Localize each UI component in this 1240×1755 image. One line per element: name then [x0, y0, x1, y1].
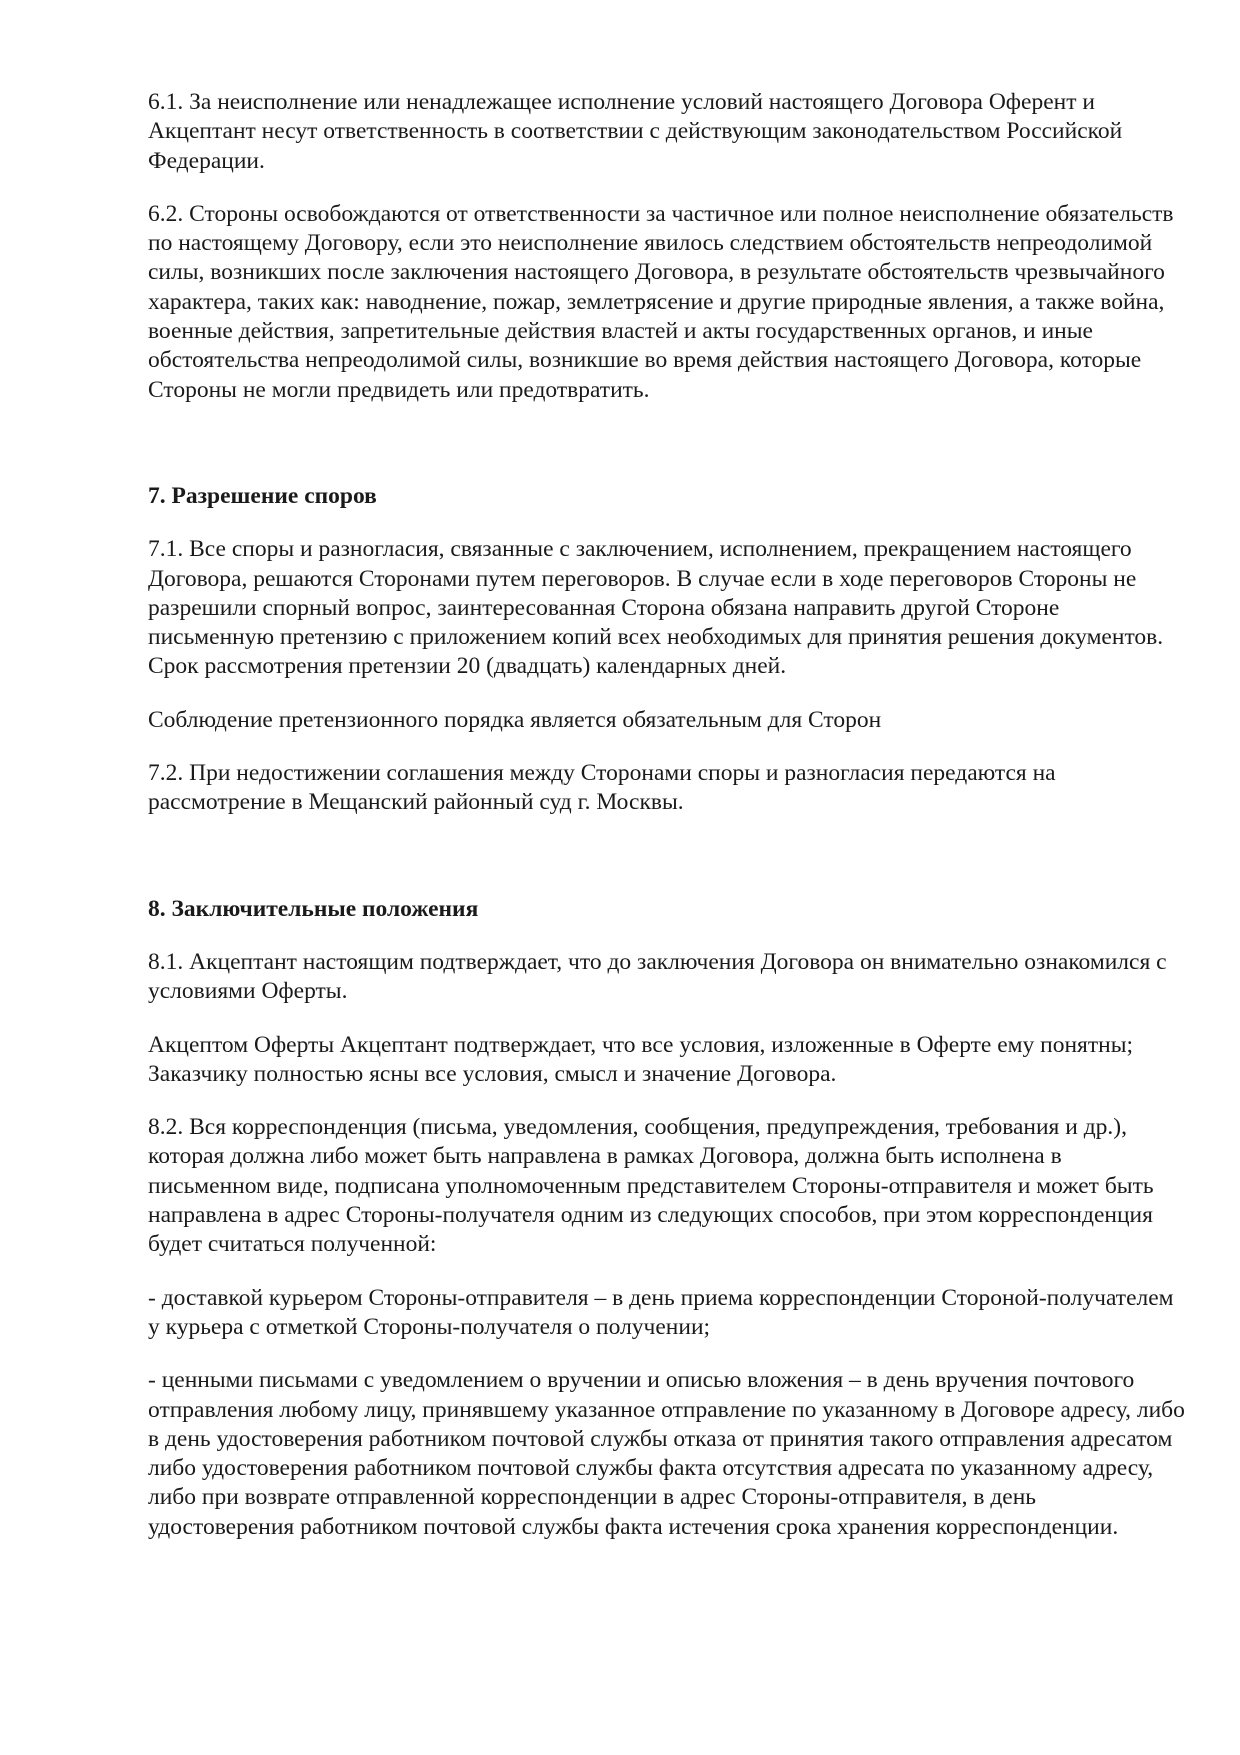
paragraph-7-note: Соблюдение претензионного порядка является обязательным для Сторон	[148, 706, 882, 733]
document-page	[148, 88, 1188, 1566]
paragraph-8-1: 8.1. Акцептант настоящим подтверждает, что до заключения Договора он внимательно ознакомился с условиями Оферты.	[148, 948, 1167, 1005]
heading-section-8: 8. Заключительные положения	[148, 895, 479, 922]
paragraph-7-2: 7.2. При недостижении соглашения между Сторонами споры и разногласия передаются на рассмотрение в Мещанский районный суд г. Москвы.	[148, 760, 1056, 816]
paragraph-6-1: 6.1. За неисполнение или ненадлежащее исполнение условий настоящего Договора Оферент и Акцептант несут ответственность в соответствии с действующим законодательством Российской Федерации.	[148, 89, 1123, 174]
heading-section-7: 7. Разрешение споров	[148, 482, 377, 509]
paragraph-8-mail: - ценными письмами с уведомлением о вручении и описью вложения – в день вручения почтового отправления любому лицу, принявшему указанное отправление по указанному в Договоре адресу, либо в день удостоверения работником почтовой службы отказа от принятия такого отправления адресатом либо удостоверения работником почтовой службы факта отсутствия адресата по указанному адресу, либо при возврате отправленной корреспонденции в адрес Стороны-отправителя, в день удостоверения работником почтовой службы факта истечения срока хранения корреспонденции.	[148, 1367, 1185, 1540]
paragraph-7-1: 7.1. Все споры и разногласия, связанные с заключением, исполнением, прекращением настоящего Договора, решаются Сторонами путем переговоров. В случае если в ходе переговоров Стороны не разрешили спорный вопрос, заинтересованная Сторона обязана направить другой Стороне письменную претензию с приложением копий всех необходимых для принятия решения документов. Срок рассмотрения претензии 20 (двадцать) календарных дней.	[148, 536, 1164, 680]
paragraph-8-acceptance: Акцептом Оферты Акцептант подтверждает, что все условия, изложенные в Оферте ему понятны; Заказчику полностью ясны все условия, смысл и значение Договора.	[148, 1031, 1134, 1087]
paragraph-8-courier: - доставкой курьером Стороны-отправителя – в день приема корреспонденции Стороной-получателем у курьера с отметкой Стороны-получателя о получении;	[148, 1284, 1174, 1340]
paragraph-6-2: 6.2. Стороны освобождаются от ответственности за частичное или полное неисполнение обязательств по настоящему Договору, если это неисполнение явилось следствием обстоятельств непреодолимой силы, возникших после заключения настоящего Договора, в результате обстоятельств чрезвычайного характера, таких как: наводнение, пожар, землетрясение и другие природные явления, а также война, военные действия, запретительные действия властей и акты государственных органов, и иные обстоятельства непреодолимой силы, возникшие во время действия настоящего Договора, которые Стороны не могли предвидеть или предотвратить.	[148, 200, 1174, 403]
section-gap	[148, 429, 1188, 482]
paragraph-8-2: 8.2. Вся корреспонденция (письма, уведомления, сообщения, предупреждения, требования и др.), которая должна либо может быть направлена в рамках Договора, должна быть исполнена в письменном виде, подписана уполномоченным представителем Стороны-отправителя и может быть направлена в адрес Стороны-получателя одним из следующих способов, при этом корреспонденция будет считаться полученной:	[148, 1114, 1154, 1258]
section-gap	[148, 842, 1188, 895]
